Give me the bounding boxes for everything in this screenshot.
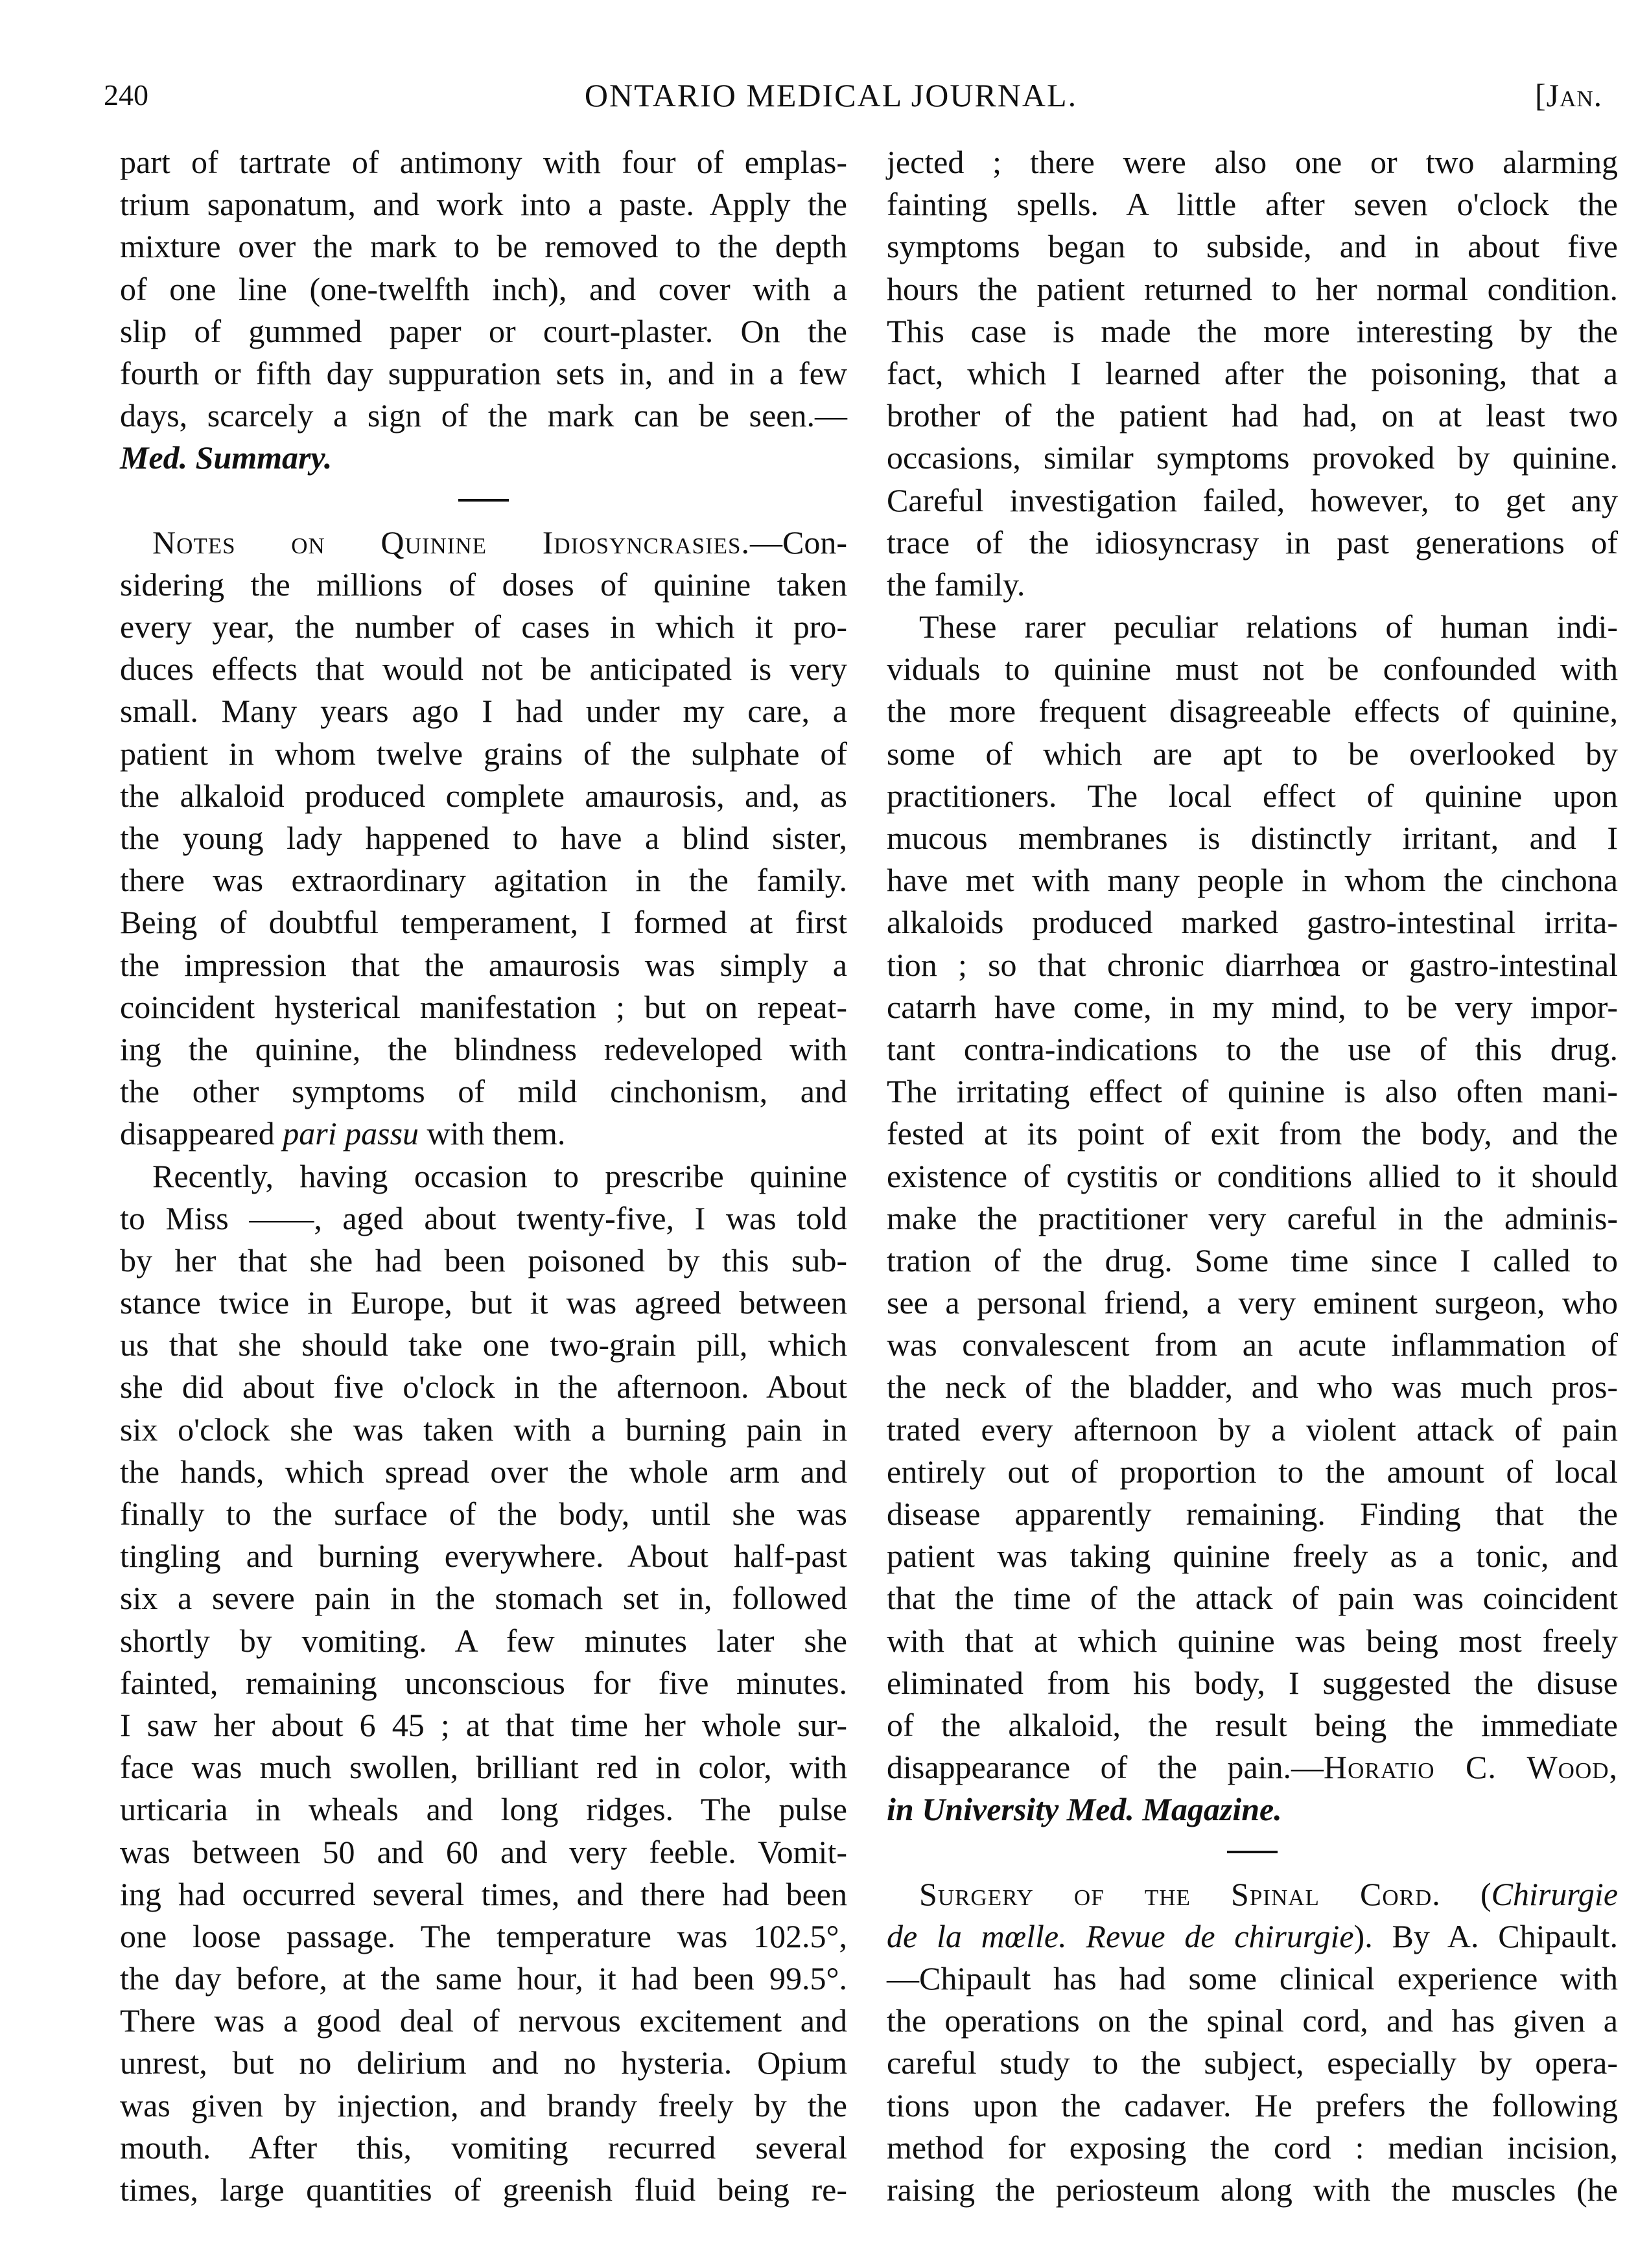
text-line: catarrh have come, in my mind, to be very impor- <box>887 988 1618 1025</box>
text-line: finally to the surface of the body, until she was <box>120 1496 847 1532</box>
text-line: six a severe pain in the stomach set in, followed <box>120 1580 847 1617</box>
text-line: have met with many people in whom the cinchona <box>887 862 1618 899</box>
text-line: days, scarcely a sign of the mark can be seen.— <box>120 397 847 434</box>
text-line: was convalescent from an acute inflammation of <box>887 1326 1618 1363</box>
text-line: of the alkaloid, the result being the immediate <box>887 1706 1618 1743</box>
text-line: unrest, but no delirium and no hysteria. Opium <box>120 2044 847 2081</box>
text-line: make the practitioner very careful in the adminis- <box>887 1199 1618 1236</box>
text-line: patient was taking quinine freely as a tonic, and <box>887 1538 1618 1575</box>
section-heading: Notes on Quinine Idiosyncrasies. <box>152 524 750 561</box>
text-line: the young lady happened to have a blind sister, <box>120 820 847 856</box>
text-line: mucous membranes is distinctly irritant, and I <box>887 820 1618 856</box>
text-line: trated every afternoon by a violent attack of pain <box>887 1411 1618 1448</box>
text-line: urticaria in wheals and long ridges. The pulse <box>120 1791 847 1828</box>
text-line: method for exposing the cord : median incision, <box>887 2129 1618 2166</box>
text-line: the day before, at the same hour, it had been 99.5°. <box>120 1960 847 1997</box>
section-heading: Surgery of the Spinal Cord. <box>919 1875 1441 1912</box>
divider-rule <box>1227 1851 1278 1853</box>
text-line: tions upon the cadaver. He prefers the following <box>887 2087 1618 2123</box>
text-line: duces effects that would not be anticipated is very <box>120 651 847 688</box>
text-line: face was much swollen, brilliant red in color, with <box>120 1749 847 1786</box>
text-line: trium saponatum, and work into a paste. Apply the <box>120 186 847 223</box>
text-line: careful study to the subject, especially by opera- <box>887 2044 1618 2081</box>
text-line: the alkaloid produced complete amaurosis, and, as <box>120 777 847 814</box>
section-divider <box>887 1831 1618 1873</box>
text-line: There was a good deal of nervous excitement and <box>120 2002 847 2039</box>
text-fragment: disappearance of the pain.— <box>887 1749 1324 1786</box>
text-line: disease apparently remaining. Finding that the <box>887 1496 1618 1532</box>
right-column <box>887 141 1618 2211</box>
text-line: fainted, remaining unconscious for five minutes. <box>120 1664 847 1701</box>
text-line: entirely out of proportion to the amount of local <box>887 1453 1618 1490</box>
text-fragment: ). By A. Chipault. <box>1353 1917 1618 1954</box>
text-line: some of which are apt to be overlooked by <box>887 735 1618 772</box>
text-line: symptoms began to subside, and in about five <box>887 228 1618 265</box>
text-line: to Miss ——, aged about twenty-five, I was told <box>120 1199 847 1236</box>
text-line: the impression that the amaurosis was simply a <box>120 946 847 983</box>
text-line: brother of the patient had had, on at least two <box>887 397 1618 434</box>
text-line: the family. <box>887 566 1025 603</box>
text-line: alkaloids produced marked gastro-intestinal irrita- <box>887 904 1618 941</box>
text-line: six o'clock she was taken with a burning pain in <box>120 1411 847 1448</box>
text-line: fact, which I learned after the poisoning, that a <box>887 354 1618 391</box>
text-line: by her that she had been poisoned by this sub- <box>120 1242 847 1279</box>
text-line: us that she should take one two-grain pill, which <box>120 1326 847 1363</box>
text-line: the other symptoms of mild cinchonism, and <box>120 1073 847 1110</box>
text-line: These rarer peculiar relations of human indi- <box>919 608 1618 645</box>
latin-phrase: pari passu <box>283 1115 419 1152</box>
section-heading-line <box>120 522 847 564</box>
text-line: slip of gummed paper or court-plaster. On the <box>120 312 847 349</box>
text-line: tration of the drug. Some time since I called to <box>887 1242 1618 1279</box>
attribution-line <box>887 1746 1618 1788</box>
text-line: she did about five o'clock in the afternoon. About <box>120 1369 847 1406</box>
divider-rule <box>458 499 509 502</box>
left-column <box>120 141 847 2211</box>
text-line: trace of the idiosyncrasy in past generations of <box>887 524 1618 561</box>
text-line: with that at which quinine was being most freely <box>887 1622 1618 1659</box>
journal-title: ONTARIO MEDICAL JOURNAL. <box>584 77 1078 113</box>
text-line: hours the patient returned to her normal condition. <box>887 270 1618 307</box>
text-line: mouth. After this, vomiting recurred several <box>120 2129 847 2166</box>
text-line: patient in whom twelve grains of the sulphate of <box>120 735 847 772</box>
section-divider <box>120 480 847 522</box>
text-line: fourth or fifth day suppuration sets in, and in a few <box>120 354 847 391</box>
text-line: was given by injection, and brandy freely by the <box>120 2087 847 2123</box>
running-head <box>0 73 1649 118</box>
text-line: the hands, which spread over the whole arm and <box>120 1453 847 1490</box>
author-name: Horatio C. Wood, <box>1324 1749 1618 1786</box>
text-fragment: disappeared <box>120 1115 283 1152</box>
text-line: jected ; there were also one or two alarming <box>887 144 1618 180</box>
heading-continuation: —Con- <box>750 524 847 561</box>
french-title: Chirurgie <box>1491 1875 1619 1912</box>
text-line: The irritating effect of quinine is also often mani- <box>887 1073 1618 1110</box>
text-line: Careful investigation failed, however, to get any <box>887 481 1618 518</box>
text-line: stance twice in Europe, but it was agreed between <box>120 1284 847 1321</box>
page-number: 240 <box>104 78 148 111</box>
text-line: times, large quantities of greenish fluid being re- <box>120 2171 847 2208</box>
text-line: the more frequent disagreeable effects of quinine, <box>887 693 1618 730</box>
text-line: small. Many years ago I had under my care, a <box>120 693 847 730</box>
text-line: coincident hysterical manifestation ; but on repeat- <box>120 988 847 1025</box>
text-line: Recently, having occasion to prescribe quinine <box>152 1157 847 1194</box>
text-line: every year, the number of cases in which it pro- <box>120 608 847 645</box>
text-line: shortly by vomiting. A few minutes later she <box>120 1622 847 1659</box>
text-line: one loose passage. The temperature was 102.5°, <box>120 1917 847 1954</box>
text-line: fainting spells. A little after seven o'clock the <box>887 186 1618 223</box>
text-line: of one line (one-twelfth inch), and cover with a <box>120 270 847 307</box>
text-line: sidering the millions of doses of quinine taken <box>120 566 847 603</box>
section-heading-line <box>887 1873 1618 1915</box>
paren: ( <box>1480 1875 1491 1912</box>
text-line: the operations on the spinal cord, and has given a <box>887 2002 1618 2039</box>
text-line: tant contra-indications to the use of this drug. <box>887 1030 1618 1067</box>
text-line: Being of doubtful temperament, I formed at first <box>120 904 847 941</box>
source-citation: in University Med. Magazine. <box>887 1791 1282 1828</box>
text-line: I saw her about 6 45 ; at that time her whole sur- <box>120 1706 847 1743</box>
text-line: part of tartrate of antimony with four of emplas- <box>120 144 847 180</box>
text-line: tingling and burning everywhere. About half-past <box>120 1538 847 1575</box>
text-line: the neck of the bladder, and who was much pros- <box>887 1369 1618 1406</box>
issue-month: [Jan. <box>1535 77 1603 113</box>
text-line: see a personal friend, a very eminent surgeon, who <box>887 1284 1618 1321</box>
text-fragment: with them. <box>419 1115 566 1152</box>
text-line: there was extraordinary agitation in the family. <box>120 862 847 899</box>
text-line: occasions, similar symptoms provoked by quinine. <box>887 439 1618 476</box>
text-line: ing had occurred several times, and there had been <box>120 1875 847 1912</box>
text-line: was between 50 and 60 and very feeble. Vomit- <box>120 1833 847 1870</box>
text-line: tion ; so that chronic diarrhœa or gastro-intestinal <box>887 946 1618 983</box>
text-line: —Chipault has had some clinical experience with <box>887 1960 1618 1997</box>
text-line: existence of cystitis or conditions allied to it should <box>887 1157 1618 1194</box>
text-line: ing the quinine, the blindness redeveloped with <box>120 1030 847 1067</box>
text-line <box>887 1915 1618 1958</box>
text-line: viduals to quinine must not be confounded with <box>887 651 1618 688</box>
text-line: practitioners. The local effect of quinine upon <box>887 777 1618 814</box>
text-line: fested at its point of exit from the body, and the <box>887 1115 1618 1152</box>
text-line: raising the periosteum along with the muscles (he <box>887 2171 1618 2208</box>
text-line <box>120 1113 847 1155</box>
french-source: de la mœlle. Revue de chirurgie <box>887 1917 1354 1954</box>
text-line: that the time of the attack of pain was coincident <box>887 1580 1618 1617</box>
text-line: mixture over the mark to be removed to the depth <box>120 228 847 265</box>
text-line: This case is made the more interesting by the <box>887 312 1618 349</box>
text-line: eliminated from his body, I suggested the disuse <box>887 1664 1618 1701</box>
source-citation: Med. Summary. <box>120 439 333 476</box>
